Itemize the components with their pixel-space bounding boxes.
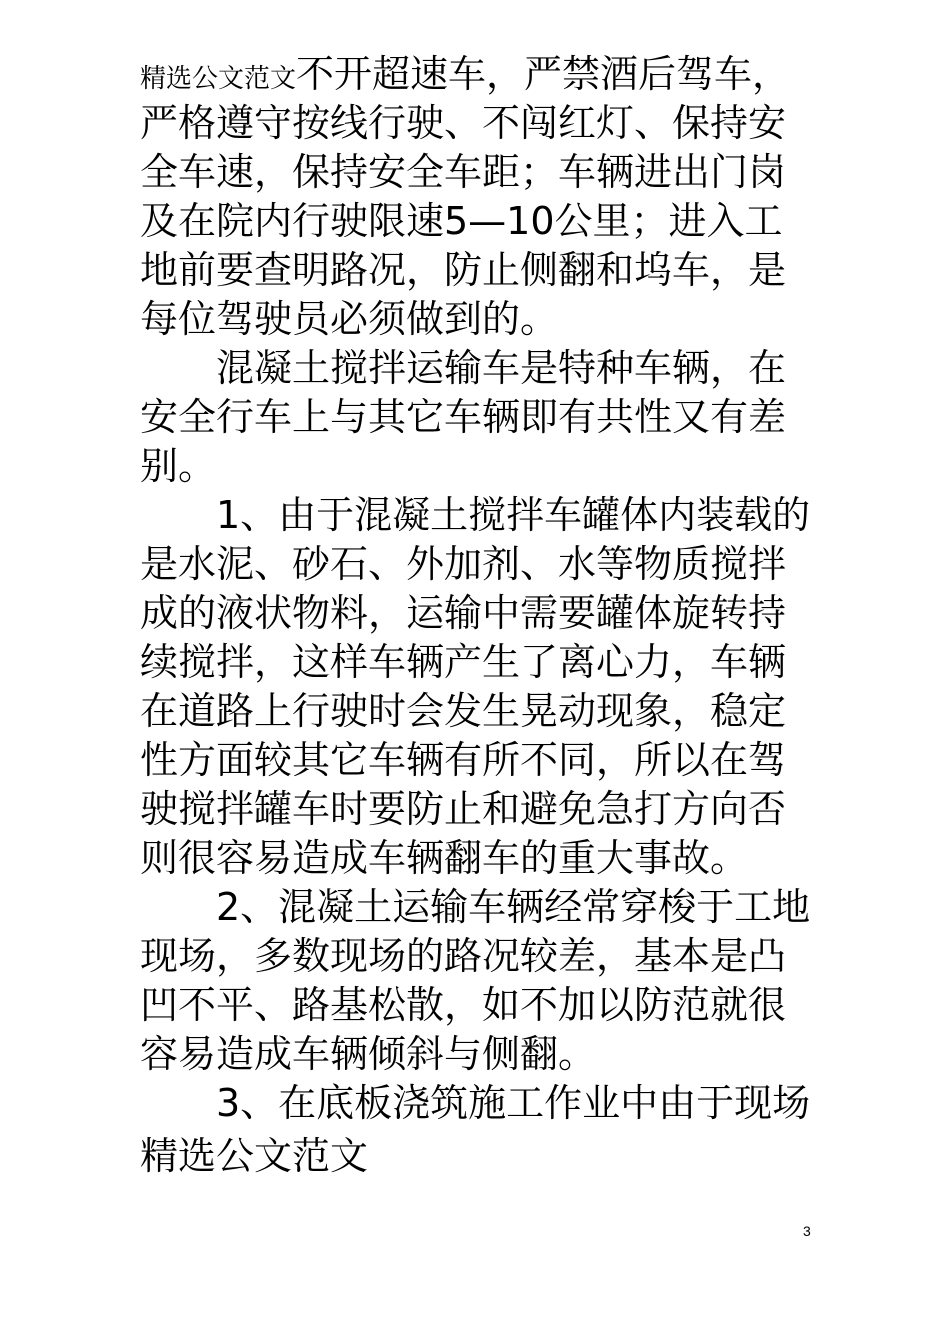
paragraph-3-line-1: 1、由于混凝土搅拌车罐体内装载的 xyxy=(216,493,811,537)
paragraph-3-line-3: 成的液状物料，运输中需要罐体旋转持 xyxy=(140,591,787,635)
paragraph-3-line-7: 驶搅拌罐车时要防止和避免急打方向否 xyxy=(140,787,787,831)
paragraph-2-line-3: 别。 xyxy=(140,444,217,488)
paragraph-1-line-3: 全车速，保持安全车距；车辆进出门岗 xyxy=(140,150,787,194)
paragraph-3-line-6: 性方面较其它车辆有所不同，所以在驾 xyxy=(140,738,787,782)
paragraph-3-line-2: 是水泥、砂石、外加剂、水等物质搅拌 xyxy=(140,542,787,586)
paragraph-1-line-5: 地前要查明路况，防止侧翻和坞车，是 xyxy=(140,248,787,292)
body-text xyxy=(140,50,820,1128)
paragraph-1-line-1: 不开超速车，严禁酒后驾车， xyxy=(296,52,791,96)
paragraph-1-line-4: 及在院内行驶限速5—10公里；进入工 xyxy=(140,199,783,243)
paragraph-3-line-4: 续搅拌，这样车辆产生了离心力，车辆 xyxy=(140,640,787,684)
paragraph-1-line-6: 每位驾驶员必须做到的。 xyxy=(140,297,559,341)
paragraph-4-line-2: 现场，多数现场的路况较差，基本是凸 xyxy=(140,934,787,978)
paragraph-4-line-3: 凹不平、路基松散，如不加以防范就很 xyxy=(140,983,787,1027)
paragraph-5-line-1: 3、在底板浇筑施工作业中由于现场 xyxy=(216,1081,811,1125)
paragraph-4-line-1: 2、混凝土运输车辆经常穿梭于工地 xyxy=(216,885,811,929)
paragraph-line xyxy=(140,50,820,99)
paragraph-2-line-2: 安全行车上与其它车辆即有共性又有差 xyxy=(140,395,787,439)
footer-label: 精选公文范文 xyxy=(140,1134,369,1178)
paragraph-2-line-1: 混凝土搅拌运输车是特种车辆，在 xyxy=(216,346,787,390)
header-label: 精选公文范文 xyxy=(140,64,297,94)
paragraph-1-line-2: 严格遵守按线行驶、不闯红灯、保持安 xyxy=(140,101,787,145)
page-number: 3 xyxy=(803,1223,811,1239)
paragraph-4-line-4: 容易造成车辆倾斜与侧翻。 xyxy=(140,1032,597,1076)
paragraph-3-line-5: 在道路上行驶时会发生晃动现象，稳定 xyxy=(140,689,787,733)
paragraph-3-line-8: 则很容易造成车辆翻车的重大事故。 xyxy=(140,836,749,880)
